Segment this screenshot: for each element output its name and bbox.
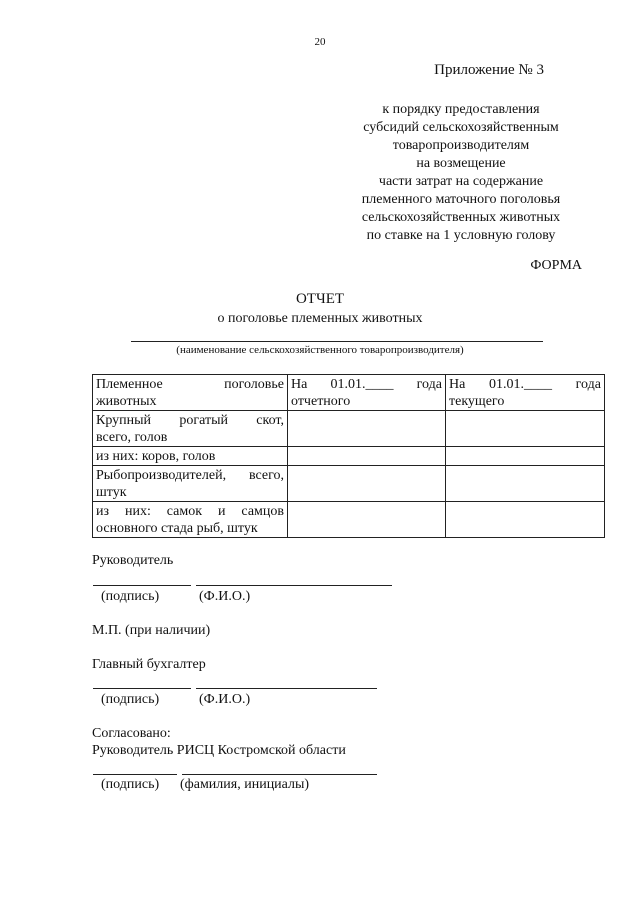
appendix-line: субсидий сельскохозяйственным: [363, 120, 559, 135]
value-cell[interactable]: [446, 502, 605, 538]
row-label-text: из них: самок и самцов: [96, 504, 284, 519]
table-header-row: [93, 375, 605, 411]
fio-caption: (Ф.И.О.): [199, 692, 251, 707]
appendix-line: сельскохозяйственных животных: [361, 210, 561, 225]
row-label-text: Крупный рогатый скот,: [96, 413, 284, 428]
row-label-text: основного стада рыб, штук: [96, 521, 258, 536]
header-cell-animals: [93, 375, 288, 411]
appendix-line: к порядку предоставления: [382, 102, 540, 117]
value-cell[interactable]: [288, 447, 446, 466]
fio-caption: (Ф.И.О.): [199, 589, 251, 604]
row-label: [93, 411, 288, 447]
table-row: [93, 502, 605, 538]
page-number: 20: [314, 36, 326, 48]
table-row: [93, 447, 605, 466]
table-row: [93, 466, 605, 502]
producer-name-caption: (наименование сельскохозяйственного товаропроизводителя): [176, 344, 464, 356]
stamp-label: М.П. (при наличии): [92, 623, 211, 638]
row-label-text: всего, голов: [96, 430, 168, 445]
producer-name-line: [131, 341, 543, 342]
value-cell[interactable]: [288, 466, 446, 502]
signature-caption: (подпись): [101, 692, 160, 707]
initials-caption: (фамилия, инициалы): [180, 777, 310, 792]
header-cell-reporting-year: [288, 375, 446, 411]
row-label: [93, 502, 288, 538]
accountant-signature-line[interactable]: [93, 688, 191, 689]
header-cell-current-year: [446, 375, 605, 411]
head-signature-line[interactable]: [93, 585, 191, 586]
appendix-line: на возмещение: [416, 156, 506, 171]
report-title: ОТЧЕТ: [295, 291, 345, 307]
head-label: Руководитель: [92, 553, 174, 568]
value-cell[interactable]: [446, 466, 605, 502]
header-text: На 01.01.____ года: [291, 377, 442, 392]
appendix-line: племенного маточного поголовья: [361, 192, 561, 207]
row-label: [93, 447, 288, 466]
head-name-line[interactable]: [196, 585, 392, 586]
report-subtitle: о поголовье племенных животных: [217, 311, 423, 326]
value-cell[interactable]: [446, 447, 605, 466]
risc-signature-line[interactable]: [93, 774, 177, 775]
row-label-text: штук: [96, 485, 127, 500]
signature-caption: (подпись): [101, 777, 160, 792]
header-text: Племенное поголовье: [96, 377, 284, 392]
header-text: На 01.01.____ года: [449, 377, 601, 392]
appendix-line: части затрат на содержание: [378, 174, 544, 189]
value-cell[interactable]: [288, 502, 446, 538]
row-label-text: Рыбопроизводителей, всего,: [96, 468, 284, 483]
report-table: [92, 374, 605, 538]
value-cell[interactable]: [446, 411, 605, 447]
appendix-description: [330, 101, 592, 245]
header-text: животных: [96, 394, 157, 409]
signature-caption: (подпись): [101, 589, 160, 604]
table-row: [93, 411, 605, 447]
chief-accountant-label: Главный бухгалтер: [92, 657, 206, 672]
form-label: ФОРМА: [530, 258, 582, 273]
agreed-label: Согласовано:: [92, 726, 171, 741]
header-text: текущего: [449, 394, 505, 409]
appendix-line: по ставке на 1 условную голову: [366, 228, 556, 243]
risc-head-label: Руководитель РИСЦ Костромской области: [92, 743, 346, 758]
row-label-text: из них: коров, голов: [96, 449, 216, 464]
appendix-line: товаропроизводителям: [392, 138, 530, 153]
row-label: [93, 466, 288, 502]
appendix-title: Приложение № 3: [434, 62, 544, 78]
risc-name-line[interactable]: [182, 774, 377, 775]
accountant-name-line[interactable]: [196, 688, 377, 689]
value-cell[interactable]: [288, 411, 446, 447]
header-text: отчетного: [291, 394, 351, 409]
